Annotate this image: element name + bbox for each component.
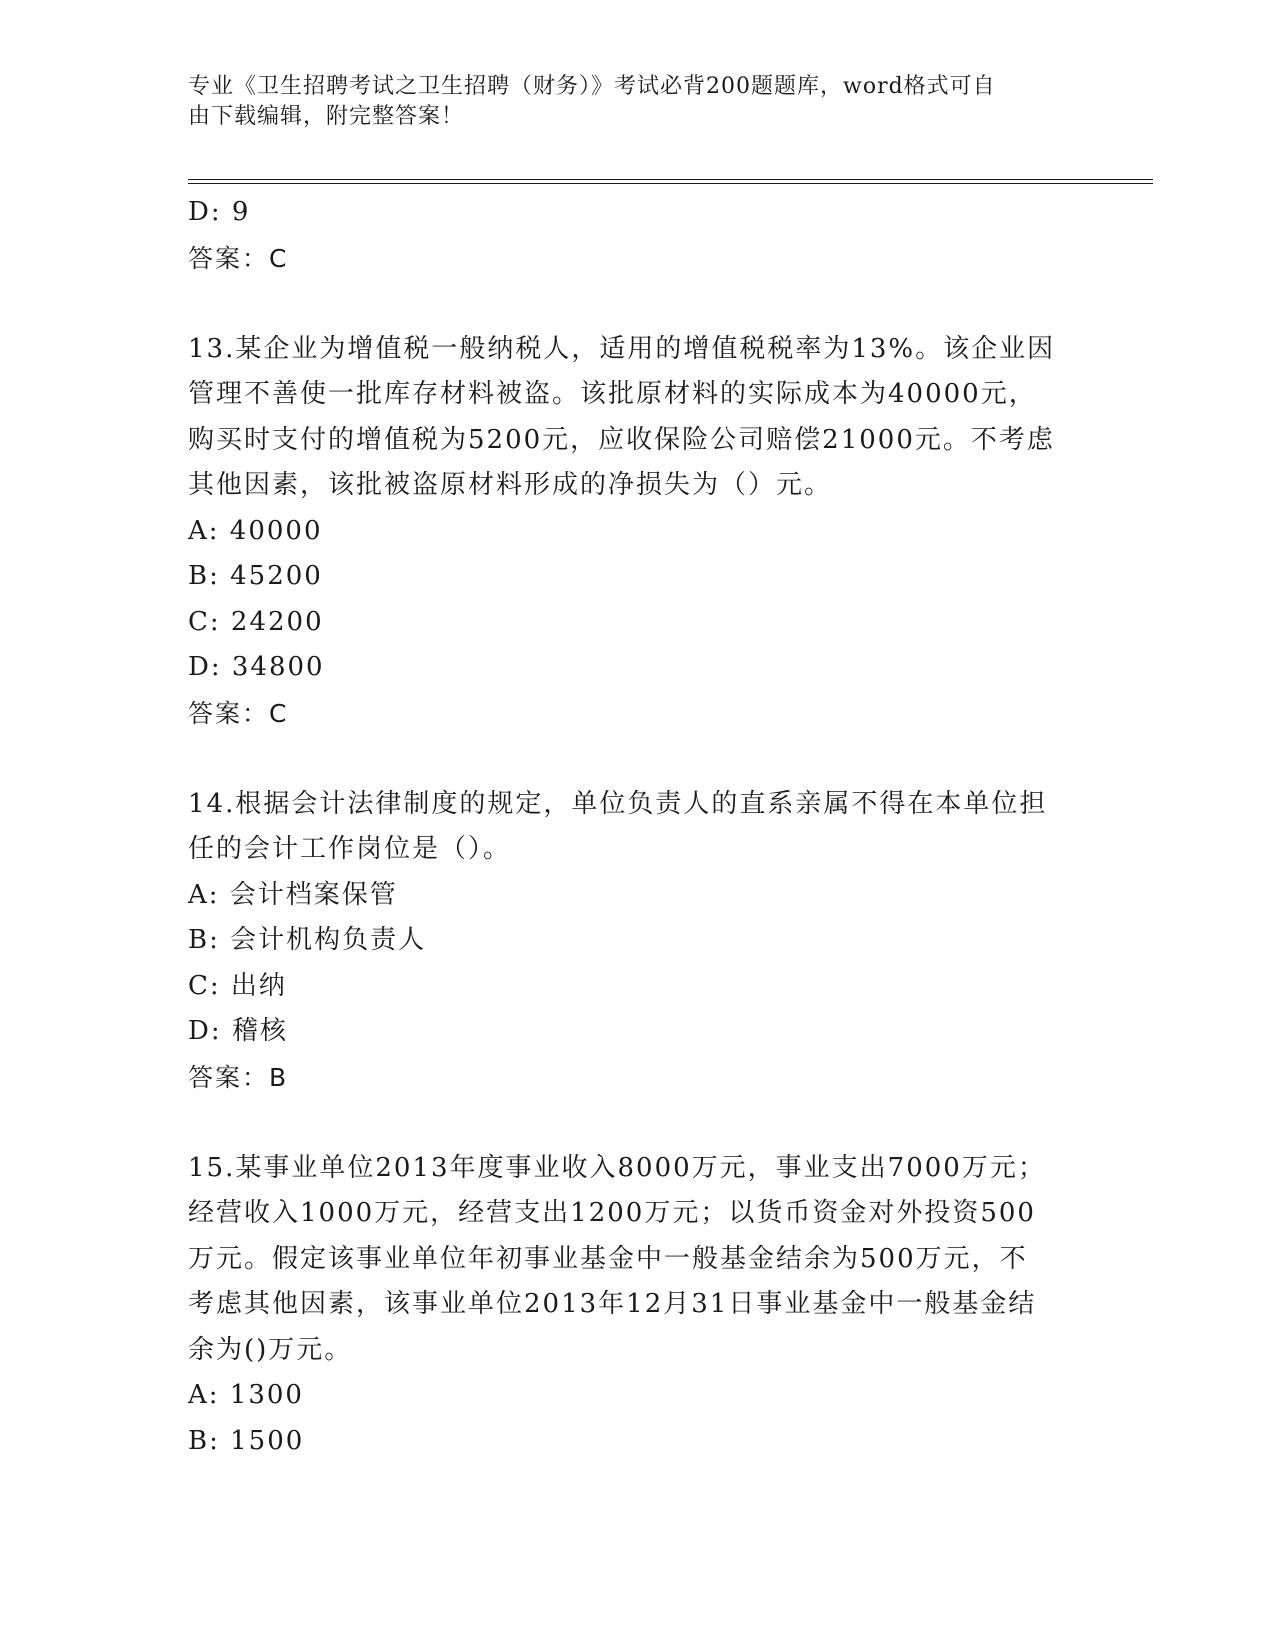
question-text-line: 购买时支付的增值税为5200元，应收保险公司赔偿21000元。不考虑 xyxy=(188,424,1055,455)
option-b: B: 1500 xyxy=(188,1425,305,1456)
prev-answer: 答案：C xyxy=(188,243,289,273)
option-c: C: 出纳 xyxy=(188,970,287,1001)
prev-option-d: D: 9 xyxy=(188,197,251,227)
question-text-line: 经营收入1000万元，经营支出1200万元；以货币资金对外投资500 xyxy=(188,1198,1036,1228)
question-text-line: 13.某企业为增值税一般纳税人，适用的增值税税率为13%。该企业因 xyxy=(188,333,1056,364)
option-b: B: 会计机构负责人 xyxy=(188,925,427,955)
question-text-line: 考虑其他因素，该事业单位2013年12月31日事业基金中一般基金结 xyxy=(188,1289,1037,1319)
option-c: C: 24200 xyxy=(188,606,324,637)
option-a: A: 1300 xyxy=(188,1380,304,1410)
question-text-line: 其他因素，该批被盗原材料形成的净损失为（）元。 xyxy=(188,470,833,500)
option-a: A: 40000 xyxy=(188,515,323,546)
question-text-line: 任的会计工作岗位是（）。 xyxy=(188,834,512,864)
question-text-line: 14.根据会计法律制度的规定，单位负责人的直系亲属不得在本单位担 xyxy=(188,788,1048,819)
question-13 xyxy=(188,327,1088,737)
question-text-line: 余为()万元。 xyxy=(188,1334,353,1365)
spacer xyxy=(188,281,1088,327)
spacer xyxy=(188,736,1088,782)
header-divider xyxy=(188,179,1153,180)
answer: 答案：C xyxy=(188,698,289,728)
question-text-line: 15.某事业单位2013年度事业收入8000万元，事业支出7000万元； xyxy=(188,1152,1046,1183)
spacer xyxy=(188,1100,1088,1146)
option-d: D: 稽核 xyxy=(188,1016,288,1046)
answer: 答案：B xyxy=(188,1062,289,1092)
question-content xyxy=(188,190,1088,1464)
header-divider xyxy=(188,183,1153,184)
option-d: D: 34800 xyxy=(188,652,325,682)
question-15 xyxy=(188,1146,1088,1465)
question-text-line: 万元。假定该事业单位年初事业基金中一般基金结余为500万元，不 xyxy=(188,1243,1028,1274)
question-text-line: 管理不善使一批库存材料被盗。该批原材料的实际成本为40000元， xyxy=(188,379,1037,409)
question-14 xyxy=(188,782,1088,1101)
header-line: 专业《卫生招聘考试之卫生招聘（财务）》考试必背200题题库，word格式可自 xyxy=(188,74,996,99)
document-header xyxy=(188,72,1068,132)
option-b: B: 45200 xyxy=(188,561,323,591)
header-line: 由下载编辑，附完整答案！ xyxy=(188,104,465,129)
option-a: A: 会计档案保管 xyxy=(188,879,398,910)
